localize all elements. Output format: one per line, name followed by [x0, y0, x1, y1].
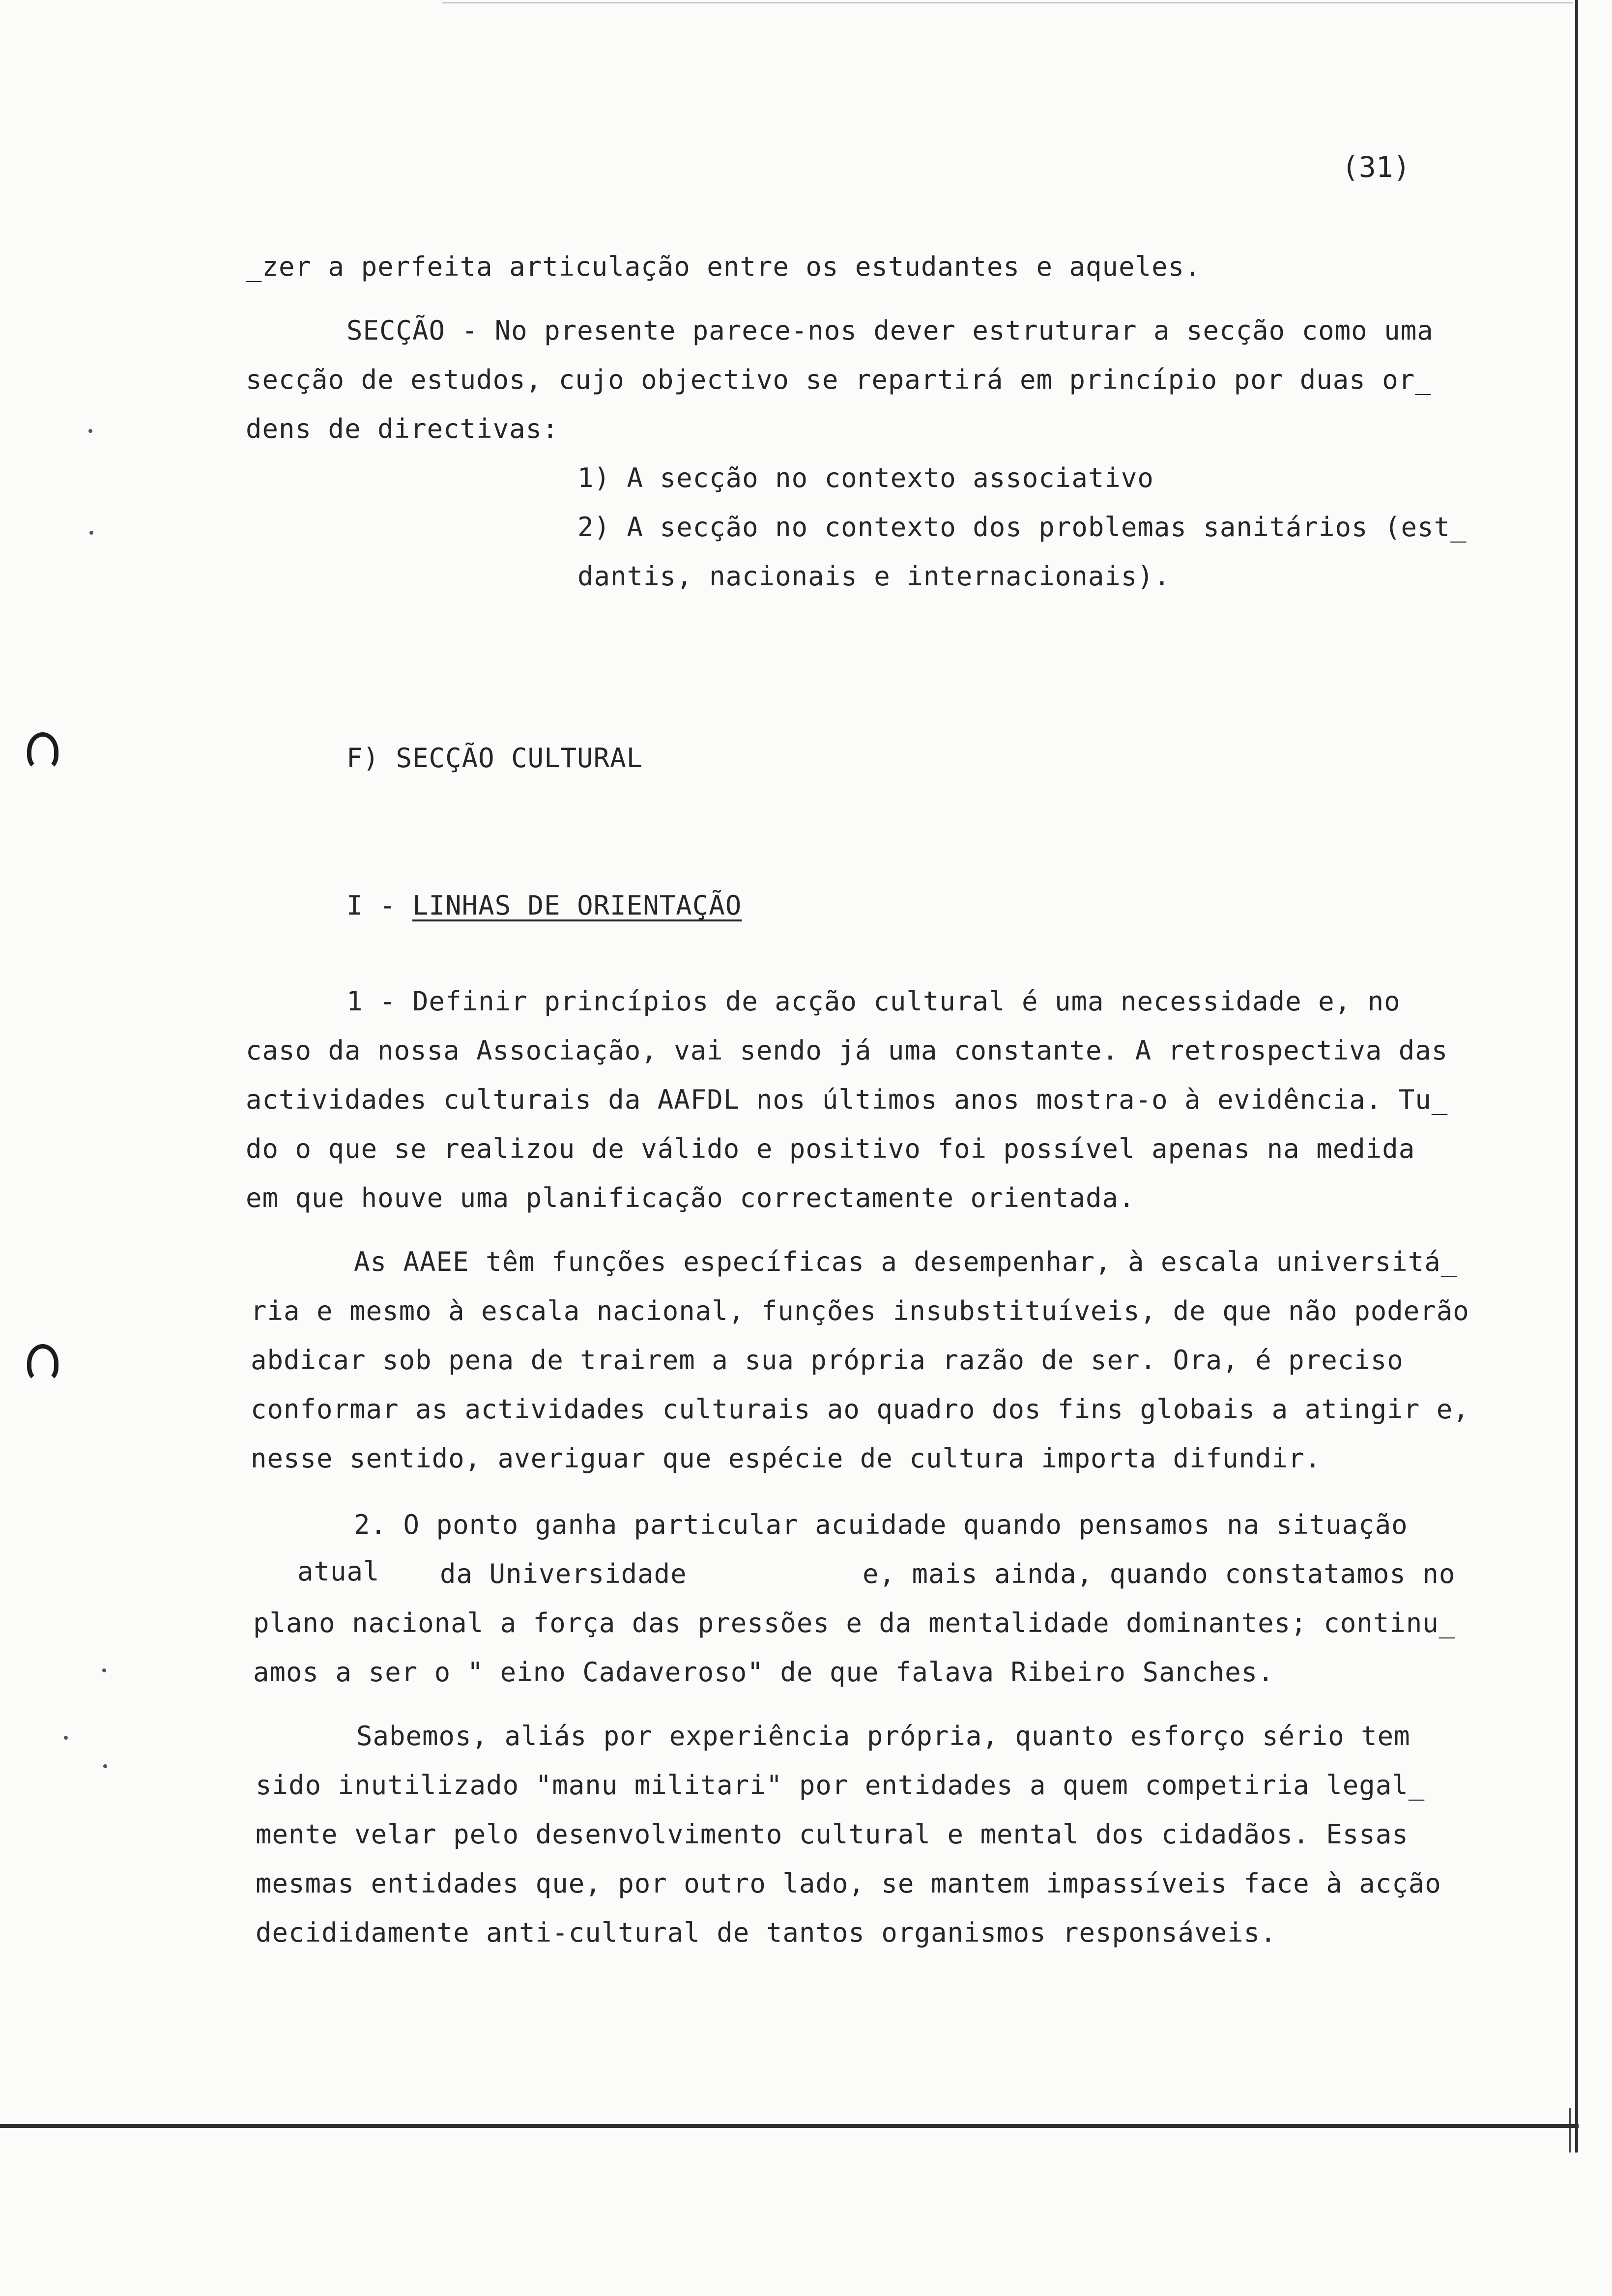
- text-fragment: e, mais ainda, quando constatamos no: [863, 1558, 1456, 1589]
- text-line: dantis, nacionais e internacionais).: [577, 561, 1171, 592]
- text-fragment: da Universidade: [440, 1558, 687, 1589]
- margin-mark: [89, 531, 93, 535]
- text-line: Sabemos, aliás por experiência própria, quanto esforço sério tem: [356, 1721, 1410, 1751]
- right-margin-rule: [1575, 0, 1578, 2152]
- page-number: (31): [1342, 150, 1410, 184]
- right-margin-rule-secondary: [1569, 2108, 1571, 2152]
- text-line: em que houve uma planificação correctamente orientada.: [246, 1182, 1135, 1213]
- subsection-title: LINHAS DE ORIENTAÇÃO: [412, 890, 742, 921]
- top-edge-line: [442, 2, 1573, 3]
- text-line: _zer a perfeita articulação entre os estudantes e aqueles.: [246, 251, 1201, 282]
- text-line: secção de estudos, cujo objectivo se repartirá em princípio por duas or_: [246, 364, 1432, 395]
- text-fragment: atual: [297, 1556, 380, 1587]
- margin-mark: [102, 1668, 106, 1672]
- text-line: decididamente anti-cultural de tantos organismos responsáveis.: [256, 1917, 1277, 1948]
- subsection-heading: [346, 890, 742, 922]
- text-line: caso da nossa Associação, vai sendo já uma constante. A retrospectiva das: [246, 1035, 1448, 1066]
- margin-mark: [103, 1764, 107, 1768]
- text-line: plano nacional a força das pressões e da mentalidade dominantes; continu_: [253, 1607, 1456, 1638]
- bottom-rule: [0, 2124, 1579, 2128]
- margin-mark: [88, 429, 92, 433]
- text-line: 1 - Definir princípios de acção cultural é uma necessidade e, no: [346, 986, 1401, 1017]
- section-heading: F) SECÇÃO CULTURAL: [346, 743, 643, 774]
- punch-hole-icon: [27, 1344, 58, 1382]
- list-item: 2) A secção no contexto dos problemas sanitários (est_: [577, 512, 1467, 543]
- text-line: do o que se realizou de válido e positivo foi possível apenas na medida: [246, 1133, 1415, 1164]
- punch-hole-icon: [27, 732, 58, 771]
- text-line: 2. O ponto ganha particular acuidade quando pensamos na situação: [354, 1509, 1408, 1540]
- text-line: sido inutilizado "manu militari" por entidades a quem competiria legal_: [256, 1770, 1425, 1801]
- text-line: SECÇÃO - No presente parece-nos dever estruturar a secção como uma: [346, 315, 1434, 346]
- text-line: abdicar sob pena de trairem a sua própria razão de ser. Ora, é preciso: [251, 1345, 1404, 1376]
- text-line: dens de directivas:: [246, 413, 559, 444]
- text-line: amos a ser o " eino Cadaveroso" de que falava Ribeiro Sanches.: [253, 1657, 1274, 1688]
- text-line: ria e mesmo à escala nacional, funções insubstituíveis, de que não poderão: [251, 1295, 1469, 1326]
- text-line: nesse sentido, averiguar que espécie de cultura importa difundir.: [251, 1443, 1322, 1474]
- subsection-number: I -: [346, 890, 413, 921]
- text-line: As AAEE têm funções específicas a desempenhar, à escala universitá_: [354, 1246, 1458, 1277]
- list-item: 1) A secção no contexto associativo: [577, 462, 1154, 493]
- margin-mark: [64, 1736, 68, 1740]
- text-line: mesmas entidades que, por outro lado, se mantem impassíveis face à acção: [256, 1868, 1441, 1899]
- text-line: mente velar pelo desenvolvimento cultural e mental dos cidadãos. Essas: [256, 1819, 1409, 1850]
- text-line: actividades culturais da AAFDL nos últimos anos mostra-o à evidência. Tu_: [246, 1084, 1448, 1115]
- text-line: conformar as actividades culturais ao quadro dos fins globais a atingir e,: [251, 1394, 1469, 1425]
